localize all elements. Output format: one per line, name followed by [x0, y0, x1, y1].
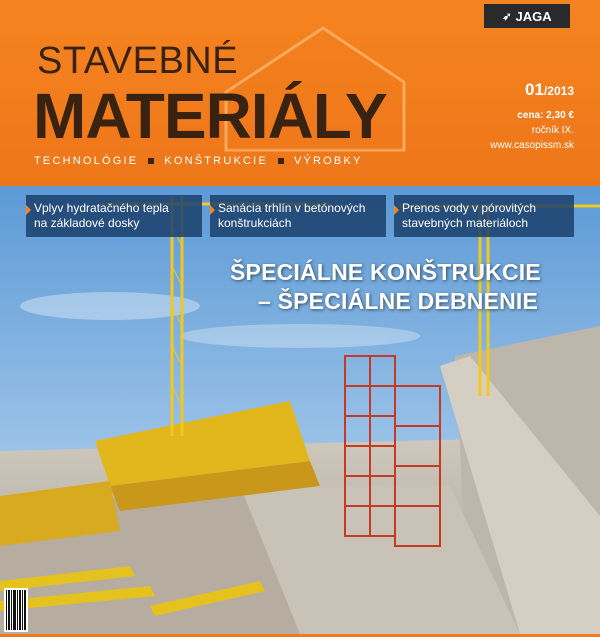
teaser-line: Vplyv hydratačného tepla: [34, 201, 169, 215]
tagline-item: TECHNOLÓGIE: [34, 155, 139, 167]
publisher-logo: [484, 4, 570, 28]
headline-line2: – ŠPECIÁLNE DEBNENIE: [258, 288, 539, 314]
masthead: [0, 0, 600, 186]
arrow-marker-icon: [210, 205, 215, 215]
issue-num: 01: [525, 80, 544, 99]
bird-logo-icon: ➶: [502, 10, 512, 23]
square-bullet-icon: [278, 158, 284, 164]
magazine-title-line2: MATERIÁLY: [33, 80, 387, 152]
arrow-marker-icon: [26, 205, 31, 215]
arrow-marker-icon: [394, 205, 399, 215]
issue-meta: [490, 108, 574, 153]
teaser-line: Sanácia trhlín v betónových: [218, 201, 366, 215]
teaser-item[interactable]: [394, 195, 574, 237]
headline-line1: ŠPECIÁLNE KONŠTRUKCIE: [230, 259, 541, 285]
publisher-name: JAGA: [515, 8, 552, 24]
cover-headline: [230, 258, 541, 316]
issue-number: [525, 80, 574, 100]
cover-photo: [0, 186, 600, 634]
tagline-item: VÝROBKY: [293, 155, 363, 167]
price: cena: 2,30 €: [517, 110, 574, 121]
teaser-line: Prenos vody v pórovitých: [402, 201, 537, 215]
teaser-line: na základové dosky: [34, 216, 140, 230]
square-bullet-icon: [148, 158, 154, 164]
teaser-item[interactable]: [210, 195, 386, 237]
barcode: [4, 588, 28, 632]
teaser-line: stavebných materiáloch: [402, 216, 529, 230]
volume: ročník IX.: [531, 125, 574, 136]
tagline-item: KONŠTRUKCIE: [164, 155, 268, 167]
barcode-icon: [4, 588, 28, 632]
magazine-title-line1: STAVEBNÉ: [37, 40, 239, 82]
issue-year: /2013: [543, 84, 574, 98]
teaser-line: konštrukciách: [218, 216, 292, 230]
website-link[interactable]: www.casopissm.sk: [490, 140, 574, 151]
teaser-item[interactable]: [26, 195, 202, 237]
tagline: [34, 155, 363, 167]
